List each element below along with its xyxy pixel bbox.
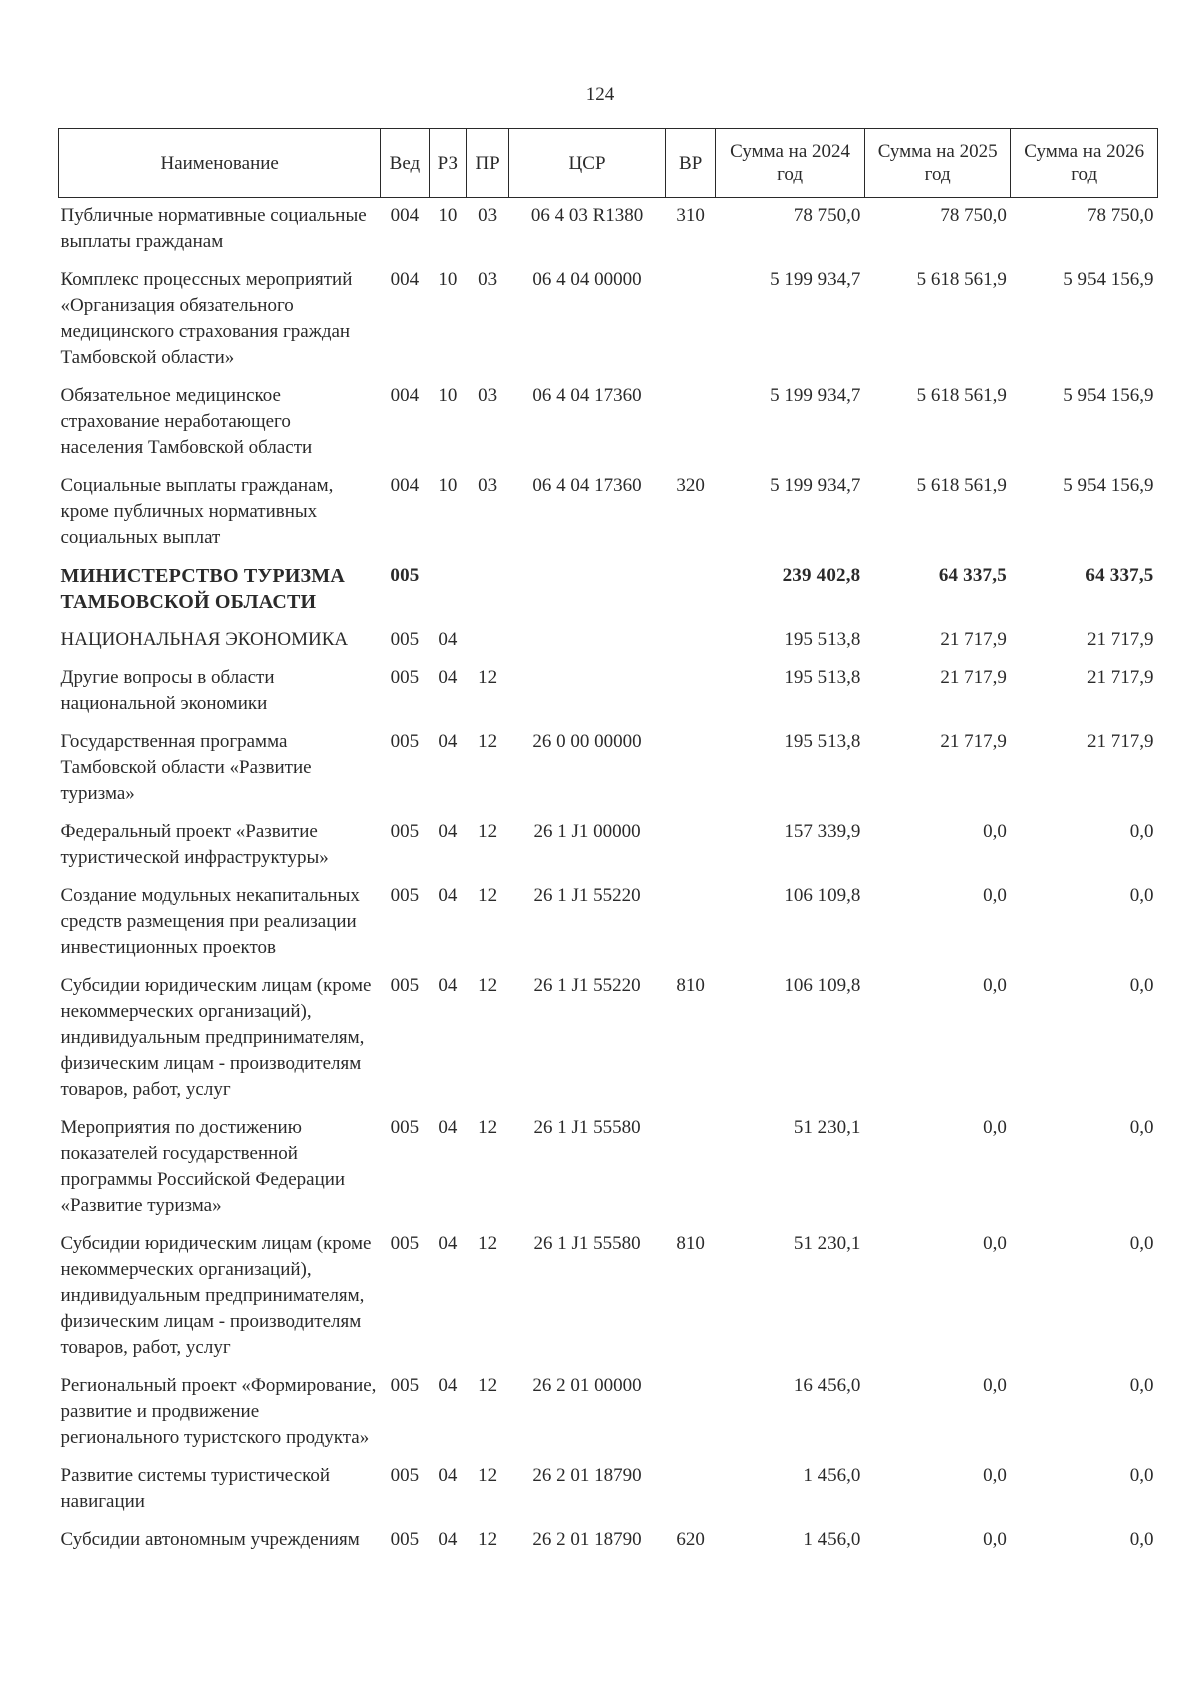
cell-name: Обязательное медицинское страхование неработающего населения Тамбовской области [60,385,313,458]
cell-sum-2025: 0,0 [983,1117,1007,1138]
cell-rz: 04 [438,975,458,996]
cell-ved: 005 [390,1117,420,1138]
cell-name: МИНИСТЕРСТВО ТУРИЗМА ТАМБОВСКОЙ ОБЛАСТИ [60,565,345,613]
cell-rz: 04 [438,1117,458,1138]
cell-csr: 26 1 J1 00000 [533,821,641,842]
cell-sum-2026: 0,0 [1129,821,1154,842]
cell-name: Региональный проект «Формирование, развитие и продвижение регионального туристского продукта» [60,1375,377,1448]
cell-sum-2025: 5 618 561,9 [916,475,1007,496]
cell-sum-2024: 195 513,8 [784,731,861,752]
cell-sum-2025: 21 717,9 [940,731,1007,752]
cell-pr: 03 [478,205,498,226]
cell-vr [666,1110,716,1226]
cell-sum-2026: 78 750,0 [1087,205,1154,226]
cell-rz: 04 [438,1529,458,1550]
cell-sum-2024: 106 109,8 [784,885,861,906]
cell-ved: 005 [390,1233,420,1254]
cell-rz: 10 [438,385,458,406]
header-sum-2024: Сумма на 2024 год [716,129,865,198]
cell-csr: 26 1 J1 55580 [533,1117,641,1138]
cell-sum-2024: 5 199 934,7 [770,385,861,406]
cell-sum-2024: 106 109,8 [784,975,861,996]
cell-pr: 03 [478,475,498,496]
cell-ved: 005 [390,731,420,752]
cell-sum-2025: 0,0 [983,1465,1007,1486]
cell-vr [666,622,716,660]
cell-ved: 005 [390,975,420,996]
cell-vr [666,878,716,968]
cell-csr: 26 1 J1 55220 [533,885,641,906]
cell-sum-2025: 64 337,5 [938,565,1007,586]
cell-csr: 26 2 01 18790 [532,1465,642,1486]
cell-sum-2026: 0,0 [1129,975,1154,996]
table-row [59,558,1158,622]
cell-sum-2025: 5 618 561,9 [916,385,1007,406]
cell-csr: 26 1 J1 55220 [533,975,641,996]
header-ved: Вед [381,129,429,198]
cell-csr: 26 2 01 18790 [532,1529,642,1550]
cell-sum-2024: 51 230,1 [793,1117,861,1138]
cell-sum-2025: 0,0 [983,1375,1007,1396]
cell-sum-2024: 195 513,8 [784,629,861,650]
cell-csr: 06 4 04 17360 [532,385,642,406]
cell-vr: 320 [676,475,705,496]
cell-ved: 004 [390,205,420,226]
cell-rz: 10 [438,205,458,226]
cell-sum-2025: 5 618 561,9 [916,269,1007,290]
cell-vr [666,724,716,814]
table-row [59,468,1158,558]
cell-sum-2025: 21 717,9 [940,629,1007,650]
cell-csr [509,660,666,724]
cell-sum-2025: 0,0 [983,885,1007,906]
cell-sum-2025: 0,0 [983,1233,1007,1254]
cell-csr: 26 2 01 00000 [532,1375,642,1396]
cell-pr: 12 [478,1117,498,1138]
cell-vr: 810 [676,975,705,996]
cell-sum-2026: 0,0 [1129,1465,1154,1486]
cell-rz: 04 [438,731,458,752]
cell-sum-2026: 0,0 [1129,1529,1154,1550]
cell-vr: 310 [676,205,705,226]
header-vr: ВР [666,129,716,198]
cell-sum-2026: 21 717,9 [1087,667,1154,688]
cell-sum-2026: 0,0 [1129,1117,1154,1138]
cell-vr [666,1368,716,1458]
table-body [59,198,1158,1561]
cell-ved: 005 [390,1375,420,1396]
cell-sum-2026: 5 954 156,9 [1063,385,1154,406]
table-header-row [59,129,1158,198]
cell-pr: 12 [478,1233,498,1254]
cell-pr: 03 [478,269,498,290]
cell-sum-2025: 78 750,0 [940,205,1007,226]
cell-ved: 005 [390,821,420,842]
cell-name: Субсидии юридическим лицам (кроме некоммерческих организаций), индивидуальным предпринимателям, физическим лицам - производителям товаров, работ, услуг [60,1233,372,1358]
cell-vr [666,378,716,468]
cell-ved: 005 [390,1529,420,1550]
table-row [59,878,1158,968]
cell-rz: 04 [438,1465,458,1486]
cell-sum-2024: 157 339,9 [784,821,861,842]
table-row [59,262,1158,378]
table-row [59,1458,1158,1522]
cell-sum-2026: 21 717,9 [1087,629,1154,650]
cell-pr: 12 [478,885,498,906]
cell-sum-2024: 1 456,0 [803,1465,861,1486]
table-row [59,1522,1158,1560]
cell-ved: 004 [390,385,420,406]
cell-sum-2026: 0,0 [1129,1233,1154,1254]
cell-csr: 06 4 03 R1380 [530,205,644,226]
cell-rz: 10 [438,475,458,496]
header-sum-2025: Сумма на 2025 год [864,129,1011,198]
cell-name: Социальные выплаты гражданам, кроме публичных нормативных социальных выплат [60,475,334,548]
cell-sum-2024: 5 199 934,7 [770,475,861,496]
table-row [59,724,1158,814]
cell-sum-2024: 16 456,0 [793,1375,861,1396]
cell-vr: 810 [676,1233,705,1254]
cell-name: Развитие системы туристической навигации [60,1465,331,1512]
cell-vr [666,262,716,378]
cell-ved: 005 [390,1465,420,1486]
table-row [59,814,1158,878]
cell-rz: 04 [438,667,458,688]
cell-pr: 12 [478,1375,498,1396]
cell-sum-2026: 5 954 156,9 [1063,269,1154,290]
cell-sum-2024: 51 230,1 [793,1233,861,1254]
cell-ved: 005 [390,667,420,688]
cell-rz: 04 [438,885,458,906]
cell-sum-2025: 0,0 [983,1529,1007,1550]
cell-sum-2026: 5 954 156,9 [1063,475,1154,496]
cell-name: Комплекс процессных мероприятий «Организация обязательного медицинского страхования граждан Тамбовской области» [60,269,353,368]
cell-ved: 004 [390,269,420,290]
table-row [59,660,1158,724]
cell-pr: 12 [478,667,498,688]
cell-rz: 04 [438,1233,458,1254]
cell-ved: 004 [390,475,420,496]
table-row [59,968,1158,1110]
cell-vr [666,1458,716,1522]
cell-ved: 005 [390,565,420,586]
cell-name: Субсидии автономным учреждениям [60,1529,360,1550]
cell-csr: 26 0 00 00000 [532,731,642,752]
table-row [59,1110,1158,1226]
cell-ved: 005 [390,629,420,650]
cell-csr [509,622,666,660]
cell-rz: 04 [438,821,458,842]
header-csr: ЦСР [509,129,666,198]
table-row [59,378,1158,468]
cell-name: Государственная программа Тамбовской области «Развитие туризма» [60,731,312,804]
cell-pr: 12 [478,821,498,842]
table-row [59,198,1158,263]
cell-pr: 12 [478,1465,498,1486]
cell-vr: 620 [676,1529,705,1550]
header-rz: РЗ [429,129,467,198]
cell-pr: 12 [478,731,498,752]
cell-sum-2024: 195 513,8 [784,667,861,688]
cell-sum-2024: 1 456,0 [803,1529,861,1550]
cell-sum-2026: 0,0 [1129,1375,1154,1396]
cell-ved: 005 [390,885,420,906]
header-name: Наименование [59,129,381,198]
cell-name: Мероприятия по достижению показателей государственной программы Российской Федерации «Развитие туризма» [60,1117,346,1216]
cell-name: Публичные нормативные социальные выплаты гражданам [60,205,367,252]
budget-table [58,128,1158,1560]
cell-pr [467,622,509,660]
cell-sum-2025: 0,0 [983,821,1007,842]
cell-vr [666,814,716,878]
cell-name: Создание модульных некапитальных средств размещения при реализации инвестиционных проектов [60,885,360,958]
cell-pr [467,558,509,622]
cell-csr: 06 4 04 17360 [532,475,642,496]
cell-name: НАЦИОНАЛЬНАЯ ЭКОНОМИКА [60,629,349,650]
cell-name: Субсидии юридическим лицам (кроме некоммерческих организаций), индивидуальным предпринимателям, физическим лицам - производителям товаров, работ, услуг [60,975,372,1100]
cell-rz: 04 [438,629,458,650]
table-row [59,1368,1158,1458]
cell-csr [509,558,666,622]
cell-rz: 04 [438,1375,458,1396]
cell-sum-2026: 64 337,5 [1085,565,1154,586]
cell-sum-2024: 5 199 934,7 [770,269,861,290]
cell-sum-2025: 21 717,9 [940,667,1007,688]
cell-csr: 06 4 04 00000 [532,269,642,290]
cell-rz: 10 [438,269,458,290]
header-sum-2026: Сумма на 2026 год [1011,129,1158,198]
cell-pr: 03 [478,385,498,406]
table-row [59,622,1158,660]
cell-sum-2026: 21 717,9 [1087,731,1154,752]
header-pr: ПР [467,129,509,198]
cell-name: Другие вопросы в области национальной экономики [60,667,275,714]
cell-csr: 26 1 J1 55580 [533,1233,641,1254]
cell-sum-2025: 0,0 [983,975,1007,996]
cell-vr [666,558,716,622]
cell-vr [666,660,716,724]
page-number: 124 [585,84,615,105]
cell-name: Федеральный проект «Развитие туристической инфраструктуры» [60,821,329,868]
cell-sum-2024: 239 402,8 [782,565,861,586]
cell-pr: 12 [478,975,498,996]
cell-pr: 12 [478,1529,498,1550]
table-row [59,1226,1158,1368]
cell-rz [429,558,467,622]
cell-sum-2024: 78 750,0 [793,205,861,226]
cell-sum-2026: 0,0 [1129,885,1154,906]
